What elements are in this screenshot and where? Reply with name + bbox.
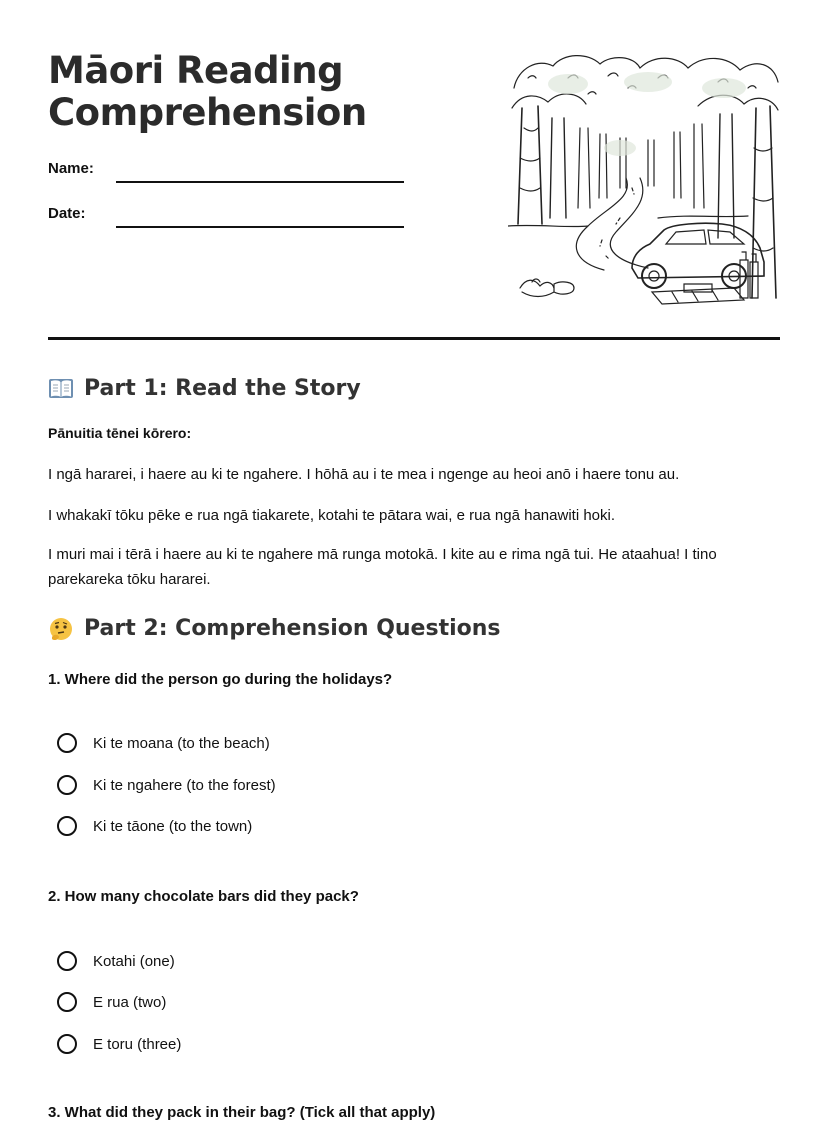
option-label: Ki te tāone (to the town) [93, 817, 253, 835]
name-label: Name: [48, 160, 94, 177]
date-field[interactable] [116, 226, 404, 228]
name-field[interactable] [116, 181, 404, 183]
story-paragraph: I ngā hararei, i haere au ki te ngahere. I hōhā au i te mea i ngenge au heoi anō i haere tonu au. [48, 466, 680, 483]
q2-option-one[interactable] [57, 951, 175, 971]
q1-option-forest[interactable] [57, 775, 276, 795]
part1-heading [48, 376, 361, 401]
question-2: 2. How many chocolate bars did they pack? [48, 888, 359, 905]
story-paragraph: I whakakī tōku pēke e rua ngā tiakarete, kotahi te pātara wai, e rua ngā hanawiti hoki. [48, 507, 616, 524]
story-paragraph: I muri mai i tērā i haere au ki te ngahere mā runga motokā. I kite au e rima ngā tui. He ataahua! I tino parekareka tōku hararei. [48, 546, 717, 588]
section-divider [48, 337, 780, 340]
part1-heading-text: Part 1: Read the Story [84, 376, 361, 401]
option-label: E rua (two) [93, 993, 167, 1011]
part2-heading-text: Part 2: Comprehension Questions [84, 616, 501, 641]
title-line-1: Māori Reading [48, 49, 344, 92]
radio-button[interactable] [57, 1034, 77, 1054]
thinking-face-icon [48, 617, 74, 641]
q2-option-two[interactable] [57, 992, 166, 1012]
option-label: E toru (three) [93, 1035, 182, 1053]
option-label: Ki te moana (to the beach) [93, 734, 270, 752]
option-label: Kotahi (one) [93, 952, 175, 970]
part1-intro: Pānuitia tēnei kōrero: [48, 425, 192, 441]
page-title [48, 50, 367, 134]
radio-button[interactable] [57, 816, 77, 836]
radio-button[interactable] [57, 775, 77, 795]
q1-option-town[interactable] [57, 816, 252, 836]
q2-option-three[interactable] [57, 1034, 181, 1054]
question-1: 1. Where did the person go during the holidays? [48, 671, 393, 688]
radio-button[interactable] [57, 951, 77, 971]
open-book-icon [48, 377, 74, 401]
q1-option-beach[interactable] [57, 733, 270, 753]
date-label: Date: [48, 205, 86, 222]
radio-button[interactable] [57, 733, 77, 753]
option-label: Ki te ngahere (to the forest) [93, 776, 276, 794]
title-line-2: Comprehension [48, 91, 367, 134]
radio-button[interactable] [57, 992, 77, 1012]
forest-illustration [508, 48, 780, 306]
part2-heading [48, 616, 501, 641]
question-3: 3. What did they pack in their bag? (Tick all that apply) [48, 1104, 436, 1121]
